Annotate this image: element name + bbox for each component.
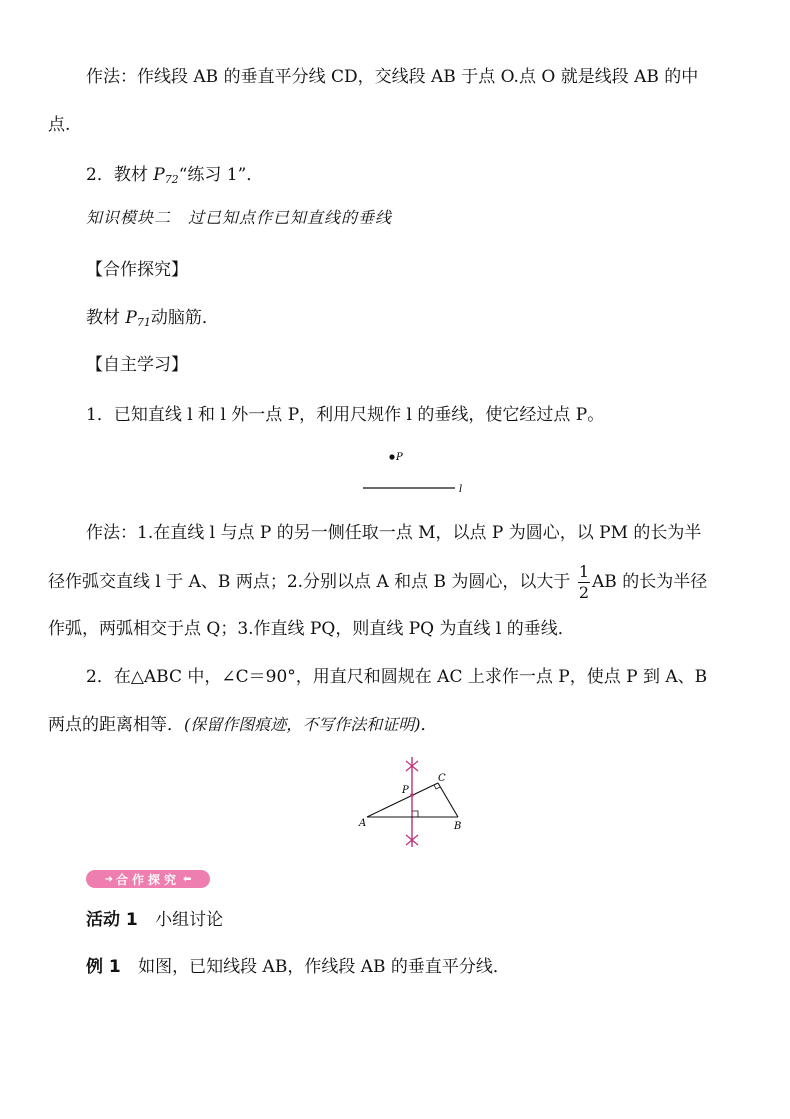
point-p-label: P <box>396 452 403 463</box>
coop-textbook-ref <box>86 303 219 329</box>
coop-suffix: 动脑筋． <box>150 308 219 328</box>
p71-subscript: 71 <box>136 316 151 329</box>
question-1: 1．已知直线 l 和 l 外一点 P，利用尺规作 l 的垂线，使它经过点 P。 <box>86 405 605 425</box>
method-paragraph-line-2: 点. <box>48 115 71 135</box>
example-label: 例 1 <box>86 957 121 977</box>
method-1-line-2-start: 径作弧交直线 l 于 A、B 两点；2.分别以点 A 和点 B 为圆心，以大于 <box>48 572 571 592</box>
activity-label: 活动 1 <box>86 910 138 930</box>
heading-cooperative-inquiry: 【合作探究】 <box>86 260 188 280</box>
banner-left-arrow-icon: ➜ <box>104 873 113 885</box>
fraction-numerator: 1 <box>578 562 590 581</box>
section-banner-cooperative-inquiry <box>86 870 210 888</box>
coop-prefix: 教材 <box>86 308 120 328</box>
label-c: C <box>438 773 446 784</box>
question-2-instruction: (保留作图痕迹，不写作法和证明) <box>184 715 421 734</box>
label-b: B <box>454 821 462 832</box>
method-1-line-3: 作弧，两弧相交于点 Q；3.作直线 PQ，则直线 PQ 为直线 l 的垂线． <box>48 619 575 639</box>
method-1-line-2 <box>48 564 707 601</box>
item-2-textbook-ref <box>86 160 263 186</box>
right-angle-mark-midpoint <box>412 811 418 817</box>
question-2-line-2-end: ． <box>420 715 438 735</box>
figure-point-and-line <box>355 445 475 500</box>
question-2-line-2-start: 两点的距离相等． <box>48 715 184 735</box>
page-ref-p71: $P_{71}$ <box>125 308 151 329</box>
module-2-title: 知识模块二 过已知点作已知直线的垂线 <box>86 208 393 227</box>
example-text: 如图，已知线段 AB，作线段 AB 的垂直平分线． <box>138 957 510 977</box>
banner-right-arrow-icon: ⬅ <box>183 873 192 885</box>
activity-text: 小组讨论 <box>155 910 224 930</box>
figure-triangle-abc <box>355 755 470 850</box>
fraction-denominator: 2 <box>578 583 590 602</box>
point-p-dot <box>410 793 414 797</box>
label-a: A <box>359 818 367 829</box>
example-1 <box>86 952 510 977</box>
side-cb <box>438 783 458 817</box>
method-1-line-1: 作法：1.在直线 l 与点 P 的另一侧任取一点 M，以点 P 为圆心，以 PM 的长为半 <box>86 523 702 543</box>
line-l-label: l <box>459 484 463 495</box>
item-2-suffix: “练习 1”． <box>178 165 264 185</box>
item-2-prefix: 2．教材 <box>86 165 148 185</box>
method-paragraph-line-1: 作法：作线段 AB 的垂直平分线 CD，交线段 AB 于点 O.点 O 就是线段 AB 的中 <box>86 67 699 87</box>
activity-1 <box>86 905 223 930</box>
heading-self-study: 【自主学习】 <box>86 355 188 375</box>
label-p: P <box>402 785 409 796</box>
banner-label: 合作探究 <box>115 872 180 887</box>
method-1-line-2-end: AB 的长为半径 <box>592 572 708 592</box>
fraction-one-half <box>578 564 590 601</box>
question-2-line-1: 2．在△ABC 中，∠C＝90°，用直尺和圆规在 AC 上求作一点 P，使点 P 到 A、B <box>86 667 708 687</box>
p72-subscript: 72 <box>164 173 179 186</box>
question-2-line-2 <box>48 710 438 735</box>
point-p-dot <box>389 454 394 459</box>
page-ref-p72: $P_{72}$ <box>153 165 179 186</box>
